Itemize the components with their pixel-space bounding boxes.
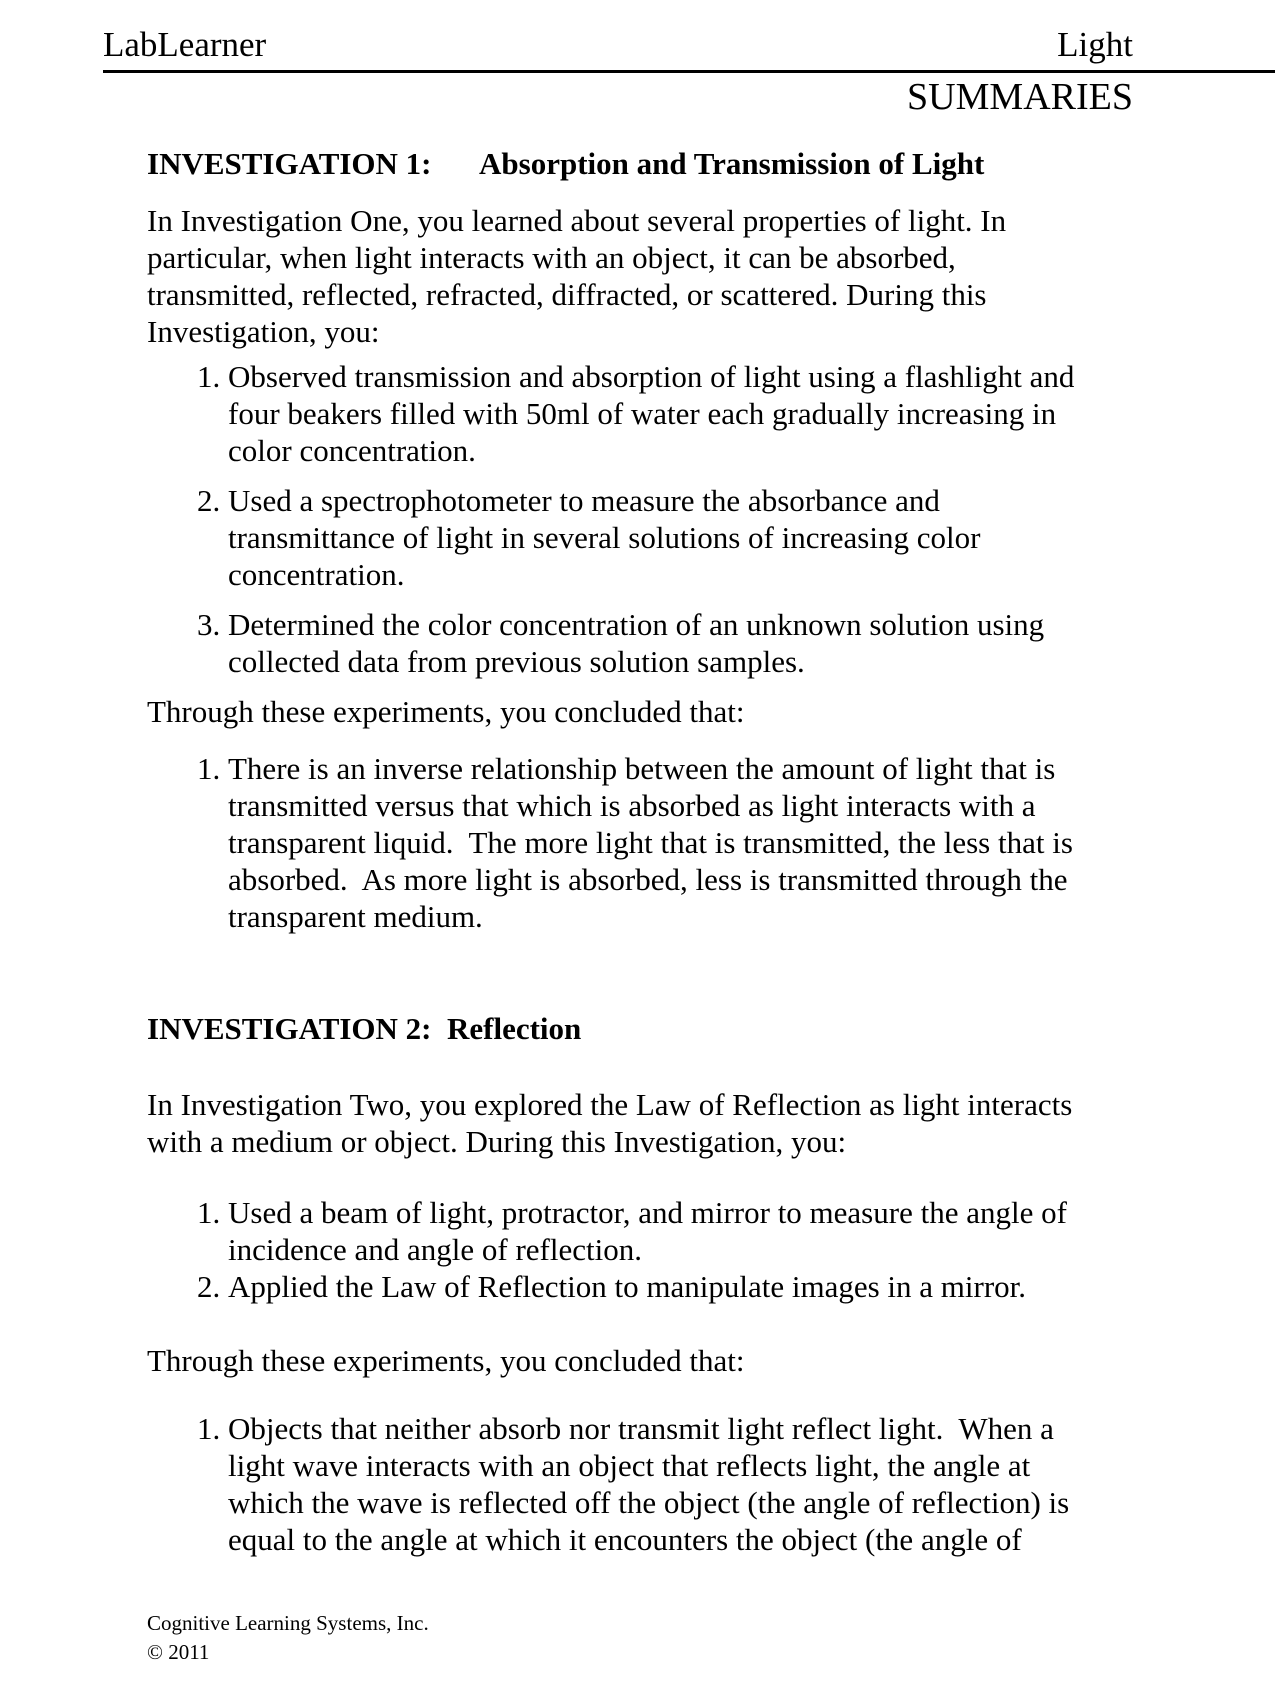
header-subject: Light xyxy=(1057,25,1133,64)
section-heading-label: INVESTIGATION 2: xyxy=(147,1011,432,1047)
activities-list xyxy=(147,1194,1105,1305)
activity-item: 1. Observed transmission and absorption of light using a flashlight and four beakers filled with 50ml of water each gradually increasing in color concentration. xyxy=(228,358,1105,469)
page-header xyxy=(0,26,1288,118)
header-doc-type: SUMMARIES xyxy=(907,75,1133,118)
section-heading-label: INVESTIGATION 1: xyxy=(147,146,432,182)
header-brand: LabLearner xyxy=(103,25,267,64)
section-investigation-2 xyxy=(147,1010,1105,1558)
section-heading-title: Reflection xyxy=(447,1011,582,1047)
section-intro-paragraph: In Investigation Two, you explored the Law of Reflection as light interacts with a medium or object. During this Investigation, you: xyxy=(147,1087,1081,1160)
footer-copyright: © 2011 xyxy=(147,1640,210,1664)
activities-list xyxy=(147,358,1105,680)
conclusion-item: 1. There is an inverse relationship between the amount of light that is transmitted versus that which is absorbed as light interacts with a transparent liquid. The more light that is transmitted, the less that is absorbed. As more light is absorbed, less is transmitted through the transparent medium. xyxy=(228,750,1105,935)
doctype-row xyxy=(103,77,1275,119)
activity-item: 2. Applied the Law of Reflection to manipulate images in a mirror. xyxy=(228,1268,1105,1305)
conclusion-intro: Through these experiments, you concluded that: xyxy=(147,1343,745,1379)
section-heading xyxy=(147,145,1105,182)
activity-item: 2. Used a spectrophotometer to measure the absorbance and transmittance of light in several solutions of increasing color concentration. xyxy=(228,482,1105,593)
section-heading-title: Absorption and Transmission of Light xyxy=(479,146,985,182)
activity-item: 1. Used a beam of light, protractor, and mirror to measure the angle of incidence and angle of reflection. xyxy=(228,1194,1105,1268)
footer-company: Cognitive Learning Systems, Inc. xyxy=(147,1611,429,1635)
document-body xyxy=(147,145,1105,1558)
conclusions-list xyxy=(147,750,1105,935)
section-investigation-1 xyxy=(147,145,1105,935)
conclusion-item: 1. Objects that neither absorb nor transmit light reflect light. When a light wave interacts with an object that reflects light, the angle at which the wave is reflected off the object (the angle of reflection) is equal to the angle at which it encounters the object (the angle of xyxy=(228,1410,1105,1558)
conclusions-list xyxy=(147,1410,1105,1558)
page-footer xyxy=(147,1609,429,1667)
section-heading xyxy=(147,1010,1105,1047)
conclusion-intro: Through these experiments, you concluded that: xyxy=(147,694,745,730)
header-rule xyxy=(103,26,1275,73)
activity-item: 3. Determined the color concentration of an unknown solution using collected data from previous solution samples. xyxy=(228,606,1105,680)
section-intro-paragraph: In Investigation One, you learned about several properties of light. In particular, when light interacts with an object, it can be absorbed, transmitted, reflected, refracted, diffracted, or scattered. During this Investigation, you: xyxy=(147,203,1014,350)
